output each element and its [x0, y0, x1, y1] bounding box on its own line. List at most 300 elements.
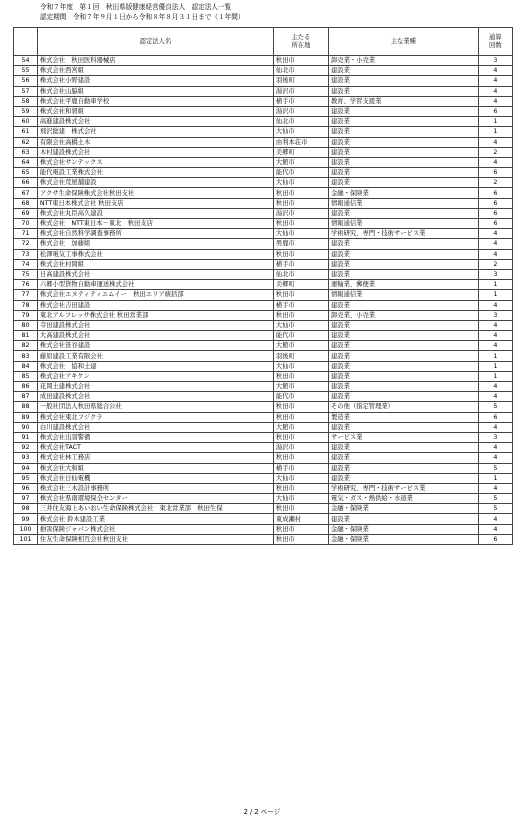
row-number: 96: [14, 483, 38, 493]
row-number: 87: [14, 392, 38, 402]
location: 横手市: [273, 259, 328, 269]
location: 秋田市: [273, 290, 328, 300]
corporation-name: 六郷小型貨物自動車運送株式会社: [37, 280, 273, 290]
corporation-name: 一般社団法人秋田県総合公社: [37, 402, 273, 412]
row-number: 74: [14, 259, 38, 269]
table-row: [14, 463, 513, 473]
certification-count: 4: [478, 331, 512, 341]
corporation-name: 株式会社小野建設: [37, 76, 273, 86]
corporation-name: 株式会社吉田建設: [37, 300, 273, 310]
row-number: 77: [14, 290, 38, 300]
corporation-name: 住友生命保険相互会社秋田支社: [37, 534, 273, 544]
industry: 製造業: [328, 412, 478, 422]
table-row: [14, 178, 513, 188]
industry: 建設業: [328, 463, 478, 473]
certification-count: 4: [478, 320, 512, 330]
certification-count: 4: [478, 483, 512, 493]
corporation-name: 有限会社高橋土木: [37, 137, 273, 147]
location: 秋田市: [273, 504, 328, 514]
table-row: [14, 249, 513, 259]
location: 大仙市: [273, 320, 328, 330]
certification-count: 1: [478, 361, 512, 371]
location: 秋田市: [273, 249, 328, 259]
location: 美郷町: [273, 280, 328, 290]
industry: 建設業: [328, 320, 478, 330]
row-number: 98: [14, 504, 38, 514]
row-number: 75: [14, 269, 38, 279]
certification-count: 4: [478, 443, 512, 453]
industry: 建設業: [328, 351, 478, 361]
industry: 金融・保険業: [328, 534, 478, 544]
document-title: 令和７年度 第１回 秋田県版健康経営優良法人 認定法人一覧: [40, 3, 232, 11]
location: 大館市: [273, 157, 328, 167]
certification-count: 6: [478, 188, 512, 198]
location: 秋田市: [273, 198, 328, 208]
table-row: [14, 504, 513, 514]
industry: 卸売業・小売業: [328, 56, 478, 66]
corporation-name: 株式会社笹谷建設: [37, 341, 273, 351]
corporation-name: 株式会社TACT: [37, 443, 273, 453]
location: 湯沢市: [273, 86, 328, 96]
location: 東成瀬村: [273, 514, 328, 524]
industry: 教育、学習支援業: [328, 96, 478, 106]
certification-count: 4: [478, 76, 512, 86]
location: 仙北市: [273, 66, 328, 76]
industry: 建設業: [328, 371, 478, 381]
table-row: [14, 219, 513, 229]
corporation-name: 株式会社出羽警備: [37, 432, 273, 442]
table-row: [14, 483, 513, 493]
certification-count: 2: [478, 259, 512, 269]
industry: 建設業: [328, 249, 478, 259]
certification-count: 1: [478, 127, 512, 137]
location: 大仙市: [273, 229, 328, 239]
industry: 情報通信業: [328, 198, 478, 208]
table-row: [14, 371, 513, 381]
certification-count: 4: [478, 229, 512, 239]
corporation-name: 木村建設株式会社: [37, 147, 273, 157]
corporation-name: 成田建設株式会社: [37, 392, 273, 402]
certification-count: 5: [478, 463, 512, 473]
certification-count: 1: [478, 371, 512, 381]
certification-count: 4: [478, 157, 512, 167]
row-number: 93: [14, 453, 38, 463]
table-row: [14, 106, 513, 116]
location: 羽後町: [273, 351, 328, 361]
location: 羽後町: [273, 76, 328, 86]
table-row: [14, 382, 513, 392]
row-number: 64: [14, 157, 38, 167]
industry: 建設業: [328, 86, 478, 96]
corporation-name: 花岡土建株式会社: [37, 382, 273, 392]
certification-count: 4: [478, 392, 512, 402]
row-number: 73: [14, 249, 38, 259]
row-number: 60: [14, 117, 38, 127]
location: 能代市: [273, 392, 328, 402]
row-number: 54: [14, 56, 38, 66]
industry: 建設業: [328, 392, 478, 402]
header-count: [478, 28, 512, 56]
row-number: 78: [14, 300, 38, 310]
certification-count: 4: [478, 524, 512, 534]
location: 大館市: [273, 382, 328, 392]
table-row: [14, 147, 513, 157]
location: 大館市: [273, 341, 328, 351]
corporation-name: 株式会社荒屋舗建設: [37, 178, 273, 188]
table-row: [14, 432, 513, 442]
corporation-name: 株式会社自然科学調査事務所: [37, 229, 273, 239]
row-number: 55: [14, 66, 38, 76]
certification-count: 4: [478, 137, 512, 147]
table-row: [14, 229, 513, 239]
table-row: [14, 453, 513, 463]
row-number: 92: [14, 443, 38, 453]
table-row: [14, 473, 513, 483]
table-row: [14, 351, 513, 361]
location: 大仙市: [273, 178, 328, 188]
location: 秋田市: [273, 453, 328, 463]
industry: 建設業: [328, 208, 478, 218]
row-number: 68: [14, 198, 38, 208]
corporation-name: 株式会社 協和土建: [37, 361, 273, 371]
location: 秋田市: [273, 412, 328, 422]
table-row: [14, 300, 513, 310]
certification-count: 5: [478, 402, 512, 412]
table-row: [14, 208, 513, 218]
corporation-name: 株式会社サンテックス: [37, 157, 273, 167]
certification-count: 4: [478, 341, 512, 351]
header-corporation-name: 認定法人名: [37, 28, 273, 56]
location: 秋田市: [273, 524, 328, 534]
industry: 運輸業、郵便業: [328, 280, 478, 290]
location: 大仙市: [273, 473, 328, 483]
industry: その他（指定管理業）: [328, 402, 478, 412]
corporation-name: 株式会社村岡組: [37, 259, 273, 269]
row-number: 82: [14, 341, 38, 351]
certification-count: 6: [478, 198, 512, 208]
location: 由利本荘市: [273, 137, 328, 147]
industry: 建設業: [328, 106, 478, 116]
table-row: [14, 239, 513, 249]
industry: 建設業: [328, 117, 478, 127]
industry: 建設業: [328, 300, 478, 310]
row-number: 89: [14, 412, 38, 422]
table-header-row: [14, 28, 513, 56]
row-number: 58: [14, 96, 38, 106]
certification-count: 4: [478, 453, 512, 463]
row-number: 79: [14, 310, 38, 320]
location: 秋田市: [273, 56, 328, 66]
table-row: [14, 290, 513, 300]
row-number: 69: [14, 208, 38, 218]
location: 秋田市: [273, 432, 328, 442]
table-row: [14, 86, 513, 96]
industry: 建設業: [328, 66, 478, 76]
location: 秋田市: [273, 402, 328, 412]
location: 仙北市: [273, 269, 328, 279]
table-row: [14, 137, 513, 147]
certification-count: 4: [478, 382, 512, 392]
certification-count: 2: [478, 147, 512, 157]
location: 秋田市: [273, 310, 328, 320]
certification-count: 4: [478, 422, 512, 432]
certification-count: 5: [478, 494, 512, 504]
table-row: [14, 188, 513, 198]
corporation-name: 株式会社平鹿自動車学校: [37, 96, 273, 106]
corporation-name: 日高建設株式会社: [37, 269, 273, 279]
corporation-name: NTT東日本株式会社 秋田支店: [37, 198, 273, 208]
corporation-name: 能代電設工業株式会社: [37, 168, 273, 178]
industry: 建設業: [328, 443, 478, 453]
row-number: 88: [14, 402, 38, 412]
certification-count: 6: [478, 534, 512, 544]
table-row: [14, 259, 513, 269]
table-row: [14, 412, 513, 422]
table-row: [14, 66, 513, 76]
certification-count: 4: [478, 66, 512, 76]
location: 仙北市: [273, 117, 328, 127]
header-count-line2: 回数: [489, 41, 502, 49]
location: 秋田市: [273, 188, 328, 198]
industry: 学術研究、専門・技術サービス業: [328, 483, 478, 493]
row-number: 95: [14, 473, 38, 483]
industry: 建設業: [328, 168, 478, 178]
corporation-name: 株式会社大和組: [37, 463, 273, 473]
location: 秋田市: [273, 483, 328, 493]
corporation-name: 株式会社日仙電機: [37, 473, 273, 483]
certification-count: 3: [478, 56, 512, 66]
location: 横手市: [273, 300, 328, 310]
certification-count: 6: [478, 208, 512, 218]
header-count-line1: 通算: [489, 33, 502, 41]
row-number: 65: [14, 168, 38, 178]
table-row: [14, 443, 513, 453]
location: 秋田市: [273, 371, 328, 381]
corporation-name: 株式会社 加藤組: [37, 239, 273, 249]
row-number: 76: [14, 280, 38, 290]
row-number: 63: [14, 147, 38, 157]
row-number: 67: [14, 188, 38, 198]
row-number: 59: [14, 106, 38, 116]
certification-count: 3: [478, 432, 512, 442]
table-row: [14, 56, 513, 66]
header-location: [273, 28, 328, 56]
industry: 建設業: [328, 331, 478, 341]
table-row: [14, 280, 513, 290]
location: 湯沢市: [273, 106, 328, 116]
row-number: 90: [14, 422, 38, 432]
location: 男鹿市: [273, 239, 328, 249]
corporation-name: 松澤電気工事株式会社: [37, 249, 273, 259]
location: 能代市: [273, 168, 328, 178]
certification-count: 4: [478, 239, 512, 249]
industry: 建設業: [328, 137, 478, 147]
industry: 学術研究、専門・技術サービス業: [328, 229, 478, 239]
certification-count: 1: [478, 473, 512, 483]
header-industry: 主な業種: [328, 28, 478, 56]
corporation-name: 株式会社 鈴木建設工業: [37, 514, 273, 524]
header-location-line2: 所在地: [291, 41, 311, 49]
certification-count: 1: [478, 280, 512, 290]
certification-count: 4: [478, 300, 512, 310]
industry: 建設業: [328, 147, 478, 157]
industry: 情報通信業: [328, 219, 478, 229]
location: 横手市: [273, 463, 328, 473]
certification-count: 6: [478, 219, 512, 229]
location: 大仙市: [273, 127, 328, 137]
table-row: [14, 514, 513, 524]
table-row: [14, 117, 513, 127]
table-row: [14, 402, 513, 412]
row-number: 62: [14, 137, 38, 147]
table-body: [14, 56, 513, 545]
certification-count: 6: [478, 412, 512, 422]
corporation-name: 株式会社県南環境保全センター: [37, 494, 273, 504]
certification-count: 6: [478, 168, 512, 178]
industry: 金融・保険業: [328, 504, 478, 514]
table-row: [14, 534, 513, 544]
table-row: [14, 157, 513, 167]
industry: 建設業: [328, 239, 478, 249]
corporation-name: 損害保険ジャパン株式会社: [37, 524, 273, 534]
location: 大館市: [273, 422, 328, 432]
industry: 建設業: [328, 178, 478, 188]
table-row: [14, 331, 513, 341]
page-number: 2 / 2 ページ: [243, 808, 281, 816]
certification-count: 6: [478, 106, 512, 116]
industry: 金融・保険業: [328, 188, 478, 198]
row-number: 83: [14, 351, 38, 361]
corporation-name: 高進建設株式会社: [37, 117, 273, 127]
corporation-name: 飛沢総建 株式会社: [37, 127, 273, 137]
table-row: [14, 361, 513, 371]
certification-count: 3: [478, 269, 512, 279]
industry: 建設業: [328, 269, 478, 279]
location: 能代市: [273, 331, 328, 341]
industry: 建設業: [328, 361, 478, 371]
row-number: 86: [14, 382, 38, 392]
industry: 建設業: [328, 259, 478, 269]
corporation-name: 藤原建設工業有限会社: [37, 351, 273, 361]
row-number: 99: [14, 514, 38, 524]
certification-count: 1: [478, 351, 512, 361]
table-row: [14, 392, 513, 402]
industry: 建設業: [328, 514, 478, 524]
location: 大仙市: [273, 494, 328, 504]
row-number: 100: [14, 524, 38, 534]
certified-corporations-table: [13, 27, 513, 545]
industry: サービス業: [328, 432, 478, 442]
corporation-name: 寺田建設株式会社: [37, 320, 273, 330]
row-number: 81: [14, 331, 38, 341]
certification-count: 4: [478, 514, 512, 524]
certification-count: 4: [478, 86, 512, 96]
row-number: 91: [14, 432, 38, 442]
corporation-name: 株式会社三木設計事務所: [37, 483, 273, 493]
industry: 電気・ガス・熱供給・水道業: [328, 494, 478, 504]
location: 秋田市: [273, 534, 328, 544]
row-number: 80: [14, 320, 38, 330]
table-row: [14, 269, 513, 279]
location: 湯沢市: [273, 208, 328, 218]
industry: 建設業: [328, 157, 478, 167]
table-row: [14, 168, 513, 178]
industry: 建設業: [328, 382, 478, 392]
corporation-name: 株式会社 秋田医科器械店: [37, 56, 273, 66]
row-number: 56: [14, 76, 38, 86]
row-number: 61: [14, 127, 38, 137]
corporation-name: 株式会社東北フジクラ: [37, 412, 273, 422]
corporation-name: 株式会社アキケン: [37, 371, 273, 381]
header-number: [14, 28, 38, 56]
table-row: [14, 198, 513, 208]
row-number: 57: [14, 86, 38, 96]
table-row: [14, 320, 513, 330]
table-row: [14, 76, 513, 86]
location: 湯沢市: [273, 443, 328, 453]
corporation-name: 株式会社エヌティティエムイー 秋田エリア統括部: [37, 290, 273, 300]
location: 横手市: [273, 96, 328, 106]
certification-count: 4: [478, 249, 512, 259]
certification-count: 4: [478, 96, 512, 106]
row-number: 72: [14, 239, 38, 249]
table-row: [14, 96, 513, 106]
row-number: 71: [14, 229, 38, 239]
location: 美郷町: [273, 147, 328, 157]
row-number: 97: [14, 494, 38, 504]
industry: 金融・保険業: [328, 524, 478, 534]
corporation-name: 三井住友海上あいおい生命保険株式会社 東北営業部 秋田生保: [37, 504, 273, 514]
industry: 情報通信業: [328, 290, 478, 300]
corporation-name: 東北アルフレッサ株式会社 秋田営業部: [37, 310, 273, 320]
corporation-name: 株式会社丸臣高久建設: [37, 208, 273, 218]
table-row: [14, 524, 513, 534]
row-number: 101: [14, 534, 38, 544]
certification-period: 認定期間 令和７年９月１日から令和８年８月３１日まで（１年間）: [40, 13, 245, 21]
certification-count: 1: [478, 290, 512, 300]
corporation-name: 株式会社 NTT東日本－東北 秋田支店: [37, 219, 273, 229]
header-location-line1: 主たる: [291, 33, 311, 41]
corporation-name: アクサ生命保険株式会社秋田支社: [37, 188, 273, 198]
table-row: [14, 310, 513, 320]
industry: 建設業: [328, 341, 478, 351]
corporation-name: 白川建設株式会社: [37, 422, 273, 432]
industry: 建設業: [328, 127, 478, 137]
corporation-name: 株式会社西宮組: [37, 66, 273, 76]
industry: 建設業: [328, 422, 478, 432]
row-number: 85: [14, 371, 38, 381]
table-row: [14, 494, 513, 504]
certification-count: 5: [478, 504, 512, 514]
corporation-name: 株式会社山脇組: [37, 86, 273, 96]
industry: 建設業: [328, 76, 478, 86]
industry: 建設業: [328, 453, 478, 463]
certification-count: 2: [478, 178, 512, 188]
table-row: [14, 127, 513, 137]
row-number: 70: [14, 219, 38, 229]
certification-count: 1: [478, 117, 512, 127]
corporation-name: 株式会社林工務店: [37, 453, 273, 463]
table-row: [14, 341, 513, 351]
corporation-name: 大高建設株式会社: [37, 331, 273, 341]
table-row: [14, 422, 513, 432]
row-number: 94: [14, 463, 38, 473]
industry: 卸売業、小売業: [328, 310, 478, 320]
row-number: 66: [14, 178, 38, 188]
certification-count: 3: [478, 310, 512, 320]
row-number: 84: [14, 361, 38, 371]
location: 大仙市: [273, 361, 328, 371]
